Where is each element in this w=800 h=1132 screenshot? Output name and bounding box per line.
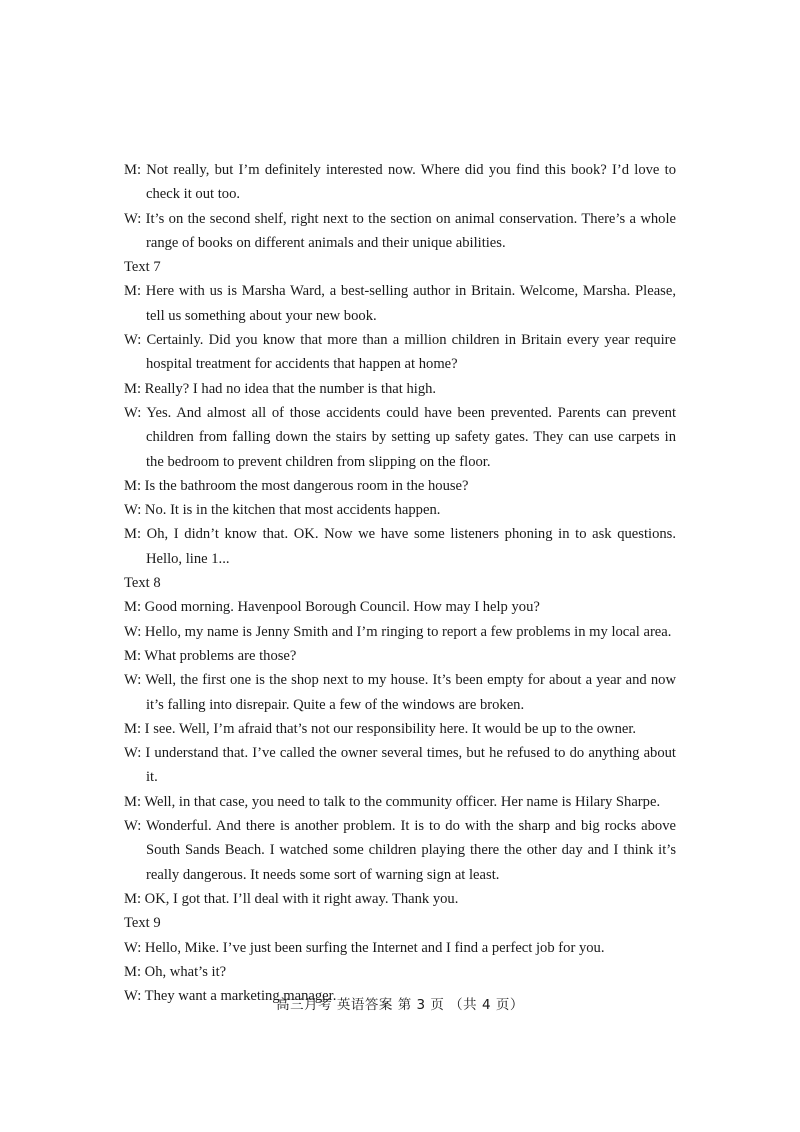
dialogue-line: W: Hello, Mike. I’ve just been surfing the Internet and I find a perfect job for you. (124, 939, 605, 956)
dialogue-line: M: What problems are those? (124, 647, 297, 664)
section-heading: Text 7 (124, 259, 161, 276)
section-heading: Text 9 (124, 915, 161, 932)
dialogue-line: W: They want a marketing manager. (124, 988, 337, 1005)
section-heading: Text 8 (124, 575, 161, 592)
dialogue-line: M: Really? I had no idea that the number is that high. (124, 380, 437, 397)
dialogue-line: W: Well, the first one is the shop next to my house. It’s been empty for about a year and now it’s falling into disrepair. Quite a few of the windows are broken. (124, 672, 676, 713)
dialogue-line: W: Hello, my name is Jenny Smith and I’m ringing to report a few problems in my local area. (124, 623, 672, 640)
page-footer: 高三月考 英语答案 第 3 页 （共 4 页） (276, 997, 524, 1013)
dialogue-line: M: Good morning. Havenpool Borough Council. How may I help you? (124, 599, 540, 616)
dialogue-line: M: Oh, I didn’t know that. OK. Now we have some listeners phoning in to ask questions. Hello, line 1... (124, 526, 676, 567)
dialogue-line: W: Certainly. Did you know that more than a million children in Britain every year require hospital treatment for accidents that happen at home? (124, 332, 676, 373)
dialogue-line: M: Is the bathroom the most dangerous room in the house? (124, 477, 469, 494)
dialogue-line: W: Yes. And almost all of those accidents could have been prevented. Parents can prevent children from falling down the stairs by setting up safety gates. They can use carpets in the bedroom to prevent children from slipping on the floor. (124, 404, 676, 470)
dialogue-line: M: Not really, but I’m definitely interested now. Where did you find this book? I’d love to check it out too. (124, 162, 676, 203)
dialogue-line: M: OK, I got that. I’ll deal with it right away. Thank you. (124, 890, 459, 907)
dialogue-line: M: Here with us is Marsha Ward, a best-selling author in Britain. Welcome, Marsha. Please, tell us something about your new book. (124, 283, 676, 324)
document-body (124, 158, 676, 1008)
dialogue-line: M: I see. Well, I’m afraid that’s not our responsibility here. It would be up to the owner. (124, 720, 637, 737)
dialogue-line: W: It’s on the second shelf, right next to the section on animal conservation. There’s a whole range of books on different animals and their unique abilities. (124, 210, 676, 251)
dialogue-line: M: Well, in that case, you need to talk to the community officer. Her name is Hilary Sharpe. (124, 793, 661, 810)
dialogue-line: W: Wonderful. And there is another problem. It is to do with the sharp and big rocks above South Sands Beach. I watched some children playing there the other day and I think it’s really dangerous. It needs some sort of warning sign at least. (124, 818, 676, 883)
dialogue-line: W: I understand that. I’ve called the owner several times, but he refused to do anything about it. (124, 745, 676, 786)
dialogue-line: M: Oh, what’s it? (124, 963, 227, 980)
dialogue-line: W: No. It is in the kitchen that most accidents happen. (124, 502, 441, 519)
